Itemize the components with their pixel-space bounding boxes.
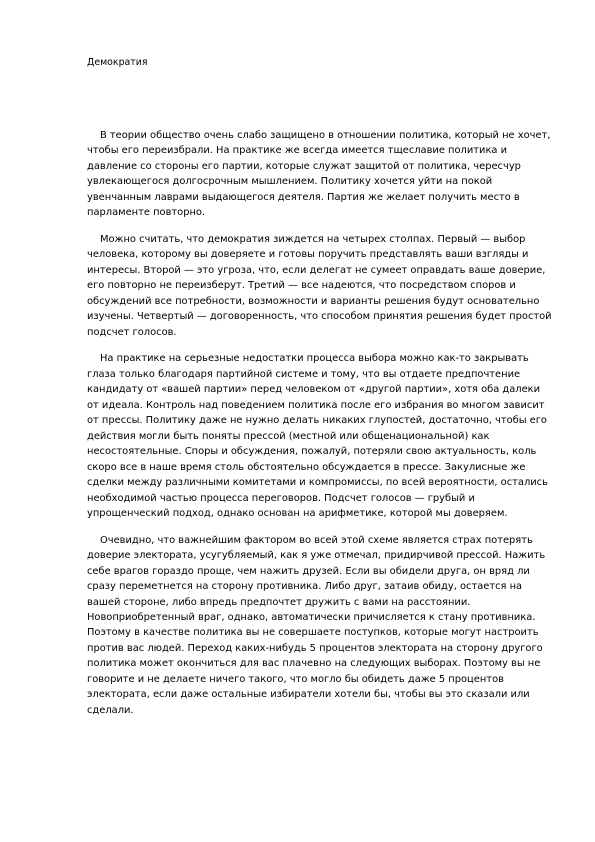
paragraph: В теории общество очень слабо защищено в отношении политика, который не хочет, чтобы его переизбрали. На практике же всегда имеется тщеславие политика и давление со стороны его партии, которые служат защитой от политика, чересчур увлекающегося долгосрочным мышлением. Политику хочется уйти на покой увенчанным лаврами выдающегося деятеля. Партия же желает получить место в парламенте повторно. [87,130,551,219]
document-body [87,128,552,730]
document-title: Демократия [87,57,148,68]
paragraph: На практике на серьезные недостатки процесса выбора можно как-то закрывать глаза только благодаря партийной системе и тому, что вы отдаете предпочтение кандидату от «вашей партии» перед человеком от «другой партии», хотя оба далеки от идеала. Контроль над поведением политика после его избрания во многом зависит от прессы. Политику даже не нужно делать никаких глупостей, достаточно, чтобы его действия могли быть поняты прессой (местной или общенациональной) как несостоятельные. Споры и обсуждения, пожалуй, потеряли свою актуальность, коль скоро все в наше время столь обстоятельно обсуждается в прессе. Закулисные же сделки между различными комитетами и компромиссы, по всей вероятности, остались необходимой частью процесса переговоров. Подсчет голосов — грубый и упрощенческий подход, однако основан на арифметике, которой мы доверяем. [87,353,548,520]
paragraph: Можно считать, что демократия зиждется на четырех столпах. Первый — выбор человека, которому вы доверяете и готовы поручить представлять ваши взгляды и интересы. Второй — это угроза, что, если делегат не сумеет оправдать ваше доверие, его повторно не переизберут. Третий — все надеются, что посредством споров и обсуждений все потребности, возможности и варианты решения будут основательно изучены. Четвертый — договоренность, что способом принятия решения будет простой подсчет голосов. [87,234,552,338]
paragraph: Очевидно, что важнейшим фактором во всей этой схеме является страх потерять доверие электората, усугубляемый, как я уже отмечал, придирчивой прессой. Нажить себе врагов гораздо проще, чем нажить друзей. Если вы обидели друга, он вряд ли сразу переметнется на сторону противника. Либо друг, затаив обиду, остается на вашей стороне, либо впредь предпочтет дружить с вами на расстоянии. Новоприобретенный враг, однако, автоматически причисляется к стану противника. Поэтому в качестве политика вы не совершаете поступков, которые могут настроить против вас людей. Переход каких-нибудь 5 процентов электората на сторону другого политика может окончиться для вас плачевно на следующих выборах. Поэтому вы не говорите и не делаете ничего такого, что могло бы обидеть даже 5 процентов электората, если даже остальные избиратели хотели бы, чтобы вы это сказали или сделали. [87,534,546,716]
